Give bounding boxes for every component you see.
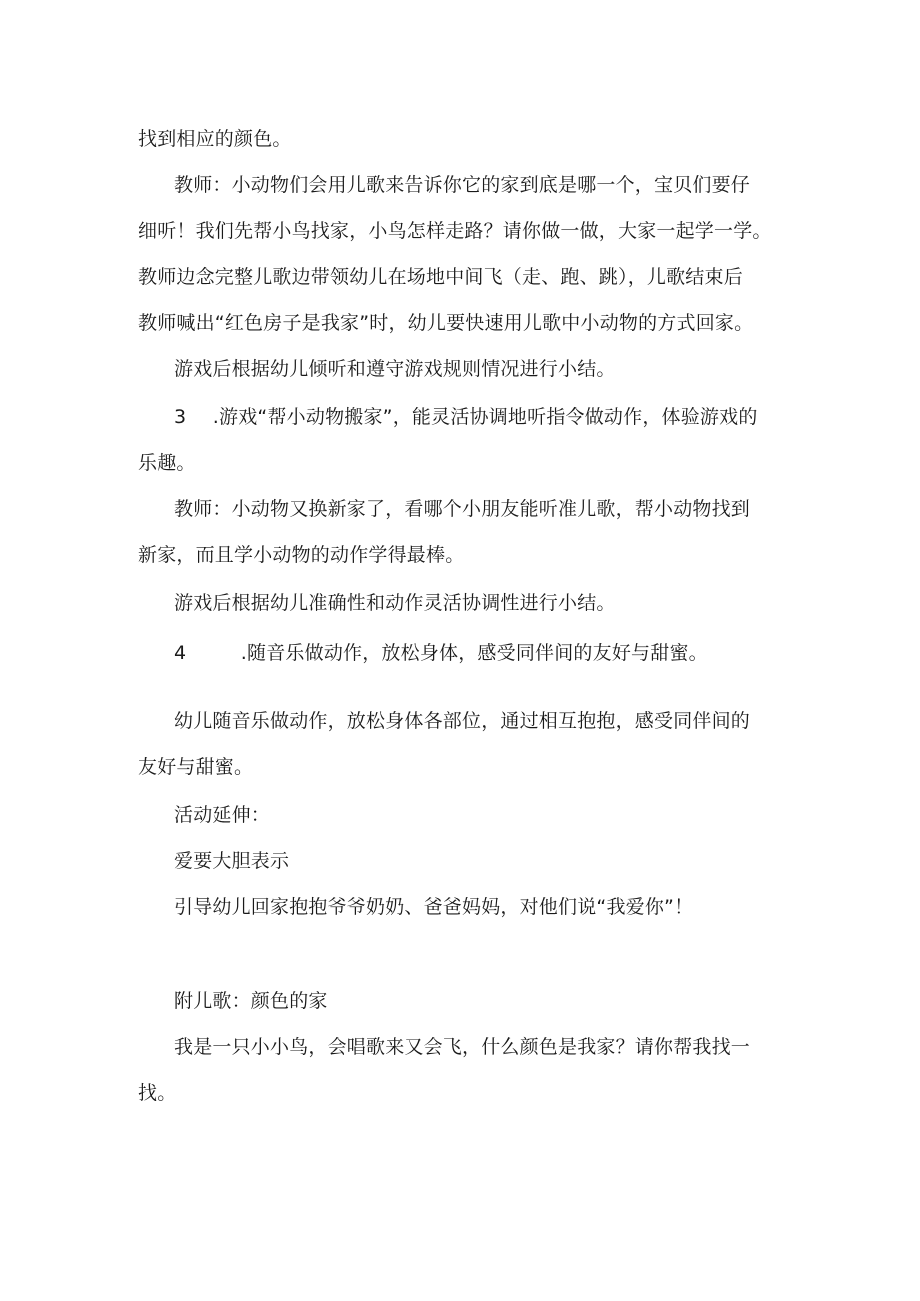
- list-item-text: .游戏“帮小动物搬家”，能灵活协调地听指令做动作，体验游戏的: [212, 406, 758, 428]
- paragraph-line: 教师喊出“红色房子是我家”时，幼儿要快速用儿歌中小动物的方式回家。: [138, 312, 754, 334]
- paragraph-line: 引导幼儿回家抱抱爷爷奶奶、爸爸妈妈，对他们说“我爱你”！: [174, 896, 694, 918]
- section-heading: 活动延伸：: [174, 804, 271, 826]
- paragraph-line: 我是一只小小鸟，会唱歌来又会飞，什么颜色是我家？请你帮我找一: [174, 1036, 751, 1058]
- paragraph-line: 教师：小动物又换新家了，看哪个小朋友能听准儿歌，帮小动物找到: [174, 498, 751, 520]
- paragraph-line: 细听！我们先帮小鸟找家，小鸟怎样走路？请你做一做，大家一起学一学。: [138, 220, 772, 242]
- paragraph-line: 友好与甜蜜。: [138, 756, 254, 778]
- paragraph-line: 找到相应的颜色。: [138, 128, 292, 150]
- section-heading: 附儿歌：颜色的家: [174, 990, 328, 1012]
- paragraph-line: 爱要大胆表示: [174, 850, 290, 872]
- list-number: 3: [174, 406, 187, 428]
- paragraph-line: 新家，而且学小动物的动作学得最棒。: [138, 544, 465, 566]
- list-number: 4: [174, 642, 187, 664]
- paragraph-line: 游戏后根据幼儿倾听和遵守游戏规则情况进行小结。: [174, 358, 616, 380]
- list-item-text: .随音乐做动作，放松身体，感受同伴间的友好与甜蜜。: [240, 642, 708, 664]
- list-item-line: [174, 640, 708, 666]
- list-item-line: [174, 404, 758, 430]
- paragraph-line: 游戏后根据幼儿准确性和动作灵活协调性进行小结。: [174, 592, 616, 614]
- paragraph-line: 教师：小动物们会用儿歌来告诉你它的家到底是哪一个，宝贝们要仔: [174, 174, 751, 196]
- paragraph-line: 教师边念完整儿歌边带领幼儿在场地中间飞（走、跑、跳），儿歌结束后: [138, 266, 743, 288]
- paragraph-line: 找。: [138, 1082, 177, 1104]
- paragraph-line: 幼儿随音乐做动作，放松身体各部位，通过相互抱抱，感受同伴间的: [174, 710, 751, 732]
- paragraph-line: 乐趣。: [138, 452, 196, 474]
